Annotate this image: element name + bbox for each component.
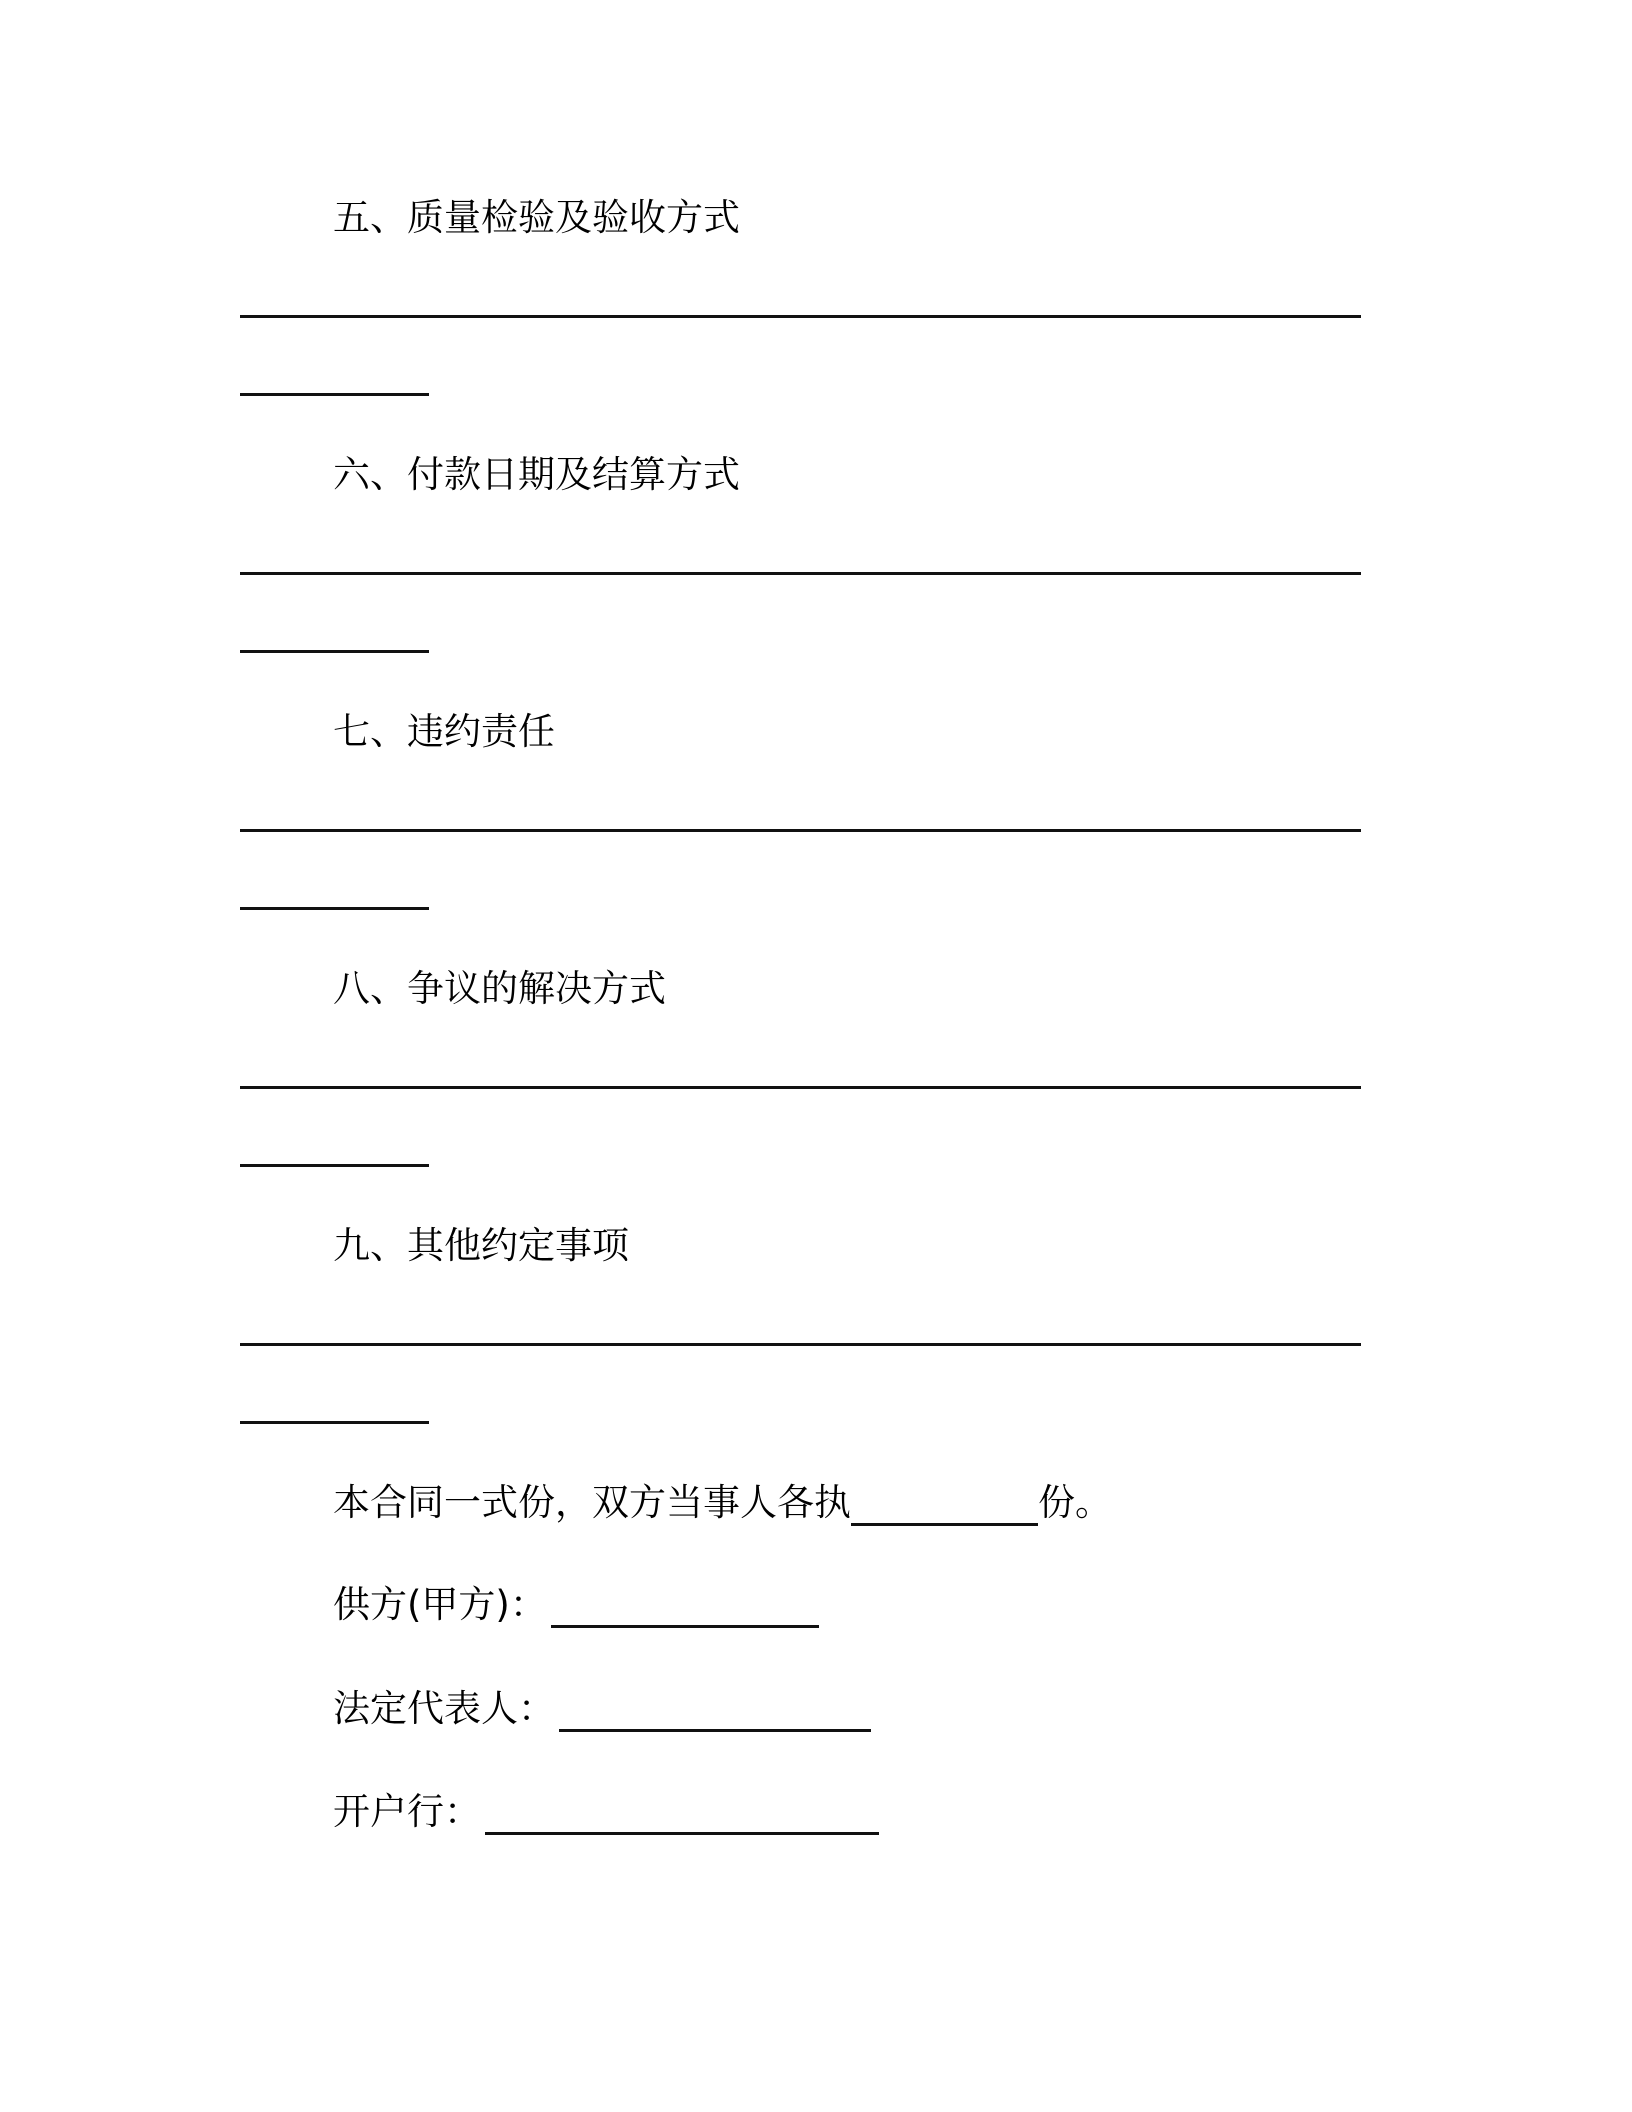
copies-suffix: 份。 — [1038, 1481, 1112, 1524]
section-heading: 九、其他约定事项 — [333, 1224, 629, 1267]
blank-line — [240, 1086, 1361, 1089]
bank-label: 开户行： — [333, 1790, 481, 1833]
legal-rep-label: 法定代表人： — [333, 1687, 555, 1730]
blank-line — [240, 315, 1361, 318]
copies-statement — [333, 1481, 1112, 1524]
copies-prefix: 本合同一式份，双方当事人各执 — [333, 1481, 851, 1524]
blank-line — [240, 393, 429, 396]
blank-line — [240, 1164, 429, 1167]
blank-line — [240, 829, 1361, 832]
blank-line — [240, 1343, 1361, 1346]
bank-field[interactable] — [485, 1795, 879, 1835]
supplier-field[interactable] — [551, 1588, 819, 1628]
blank-line — [240, 907, 429, 910]
legal-rep-row — [333, 1687, 871, 1730]
section-heading: 五、质量检验及验收方式 — [333, 196, 740, 239]
bank-row — [333, 1790, 879, 1833]
supplier-row — [333, 1583, 819, 1626]
copies-count-field[interactable] — [851, 1486, 1038, 1526]
supplier-label: 供方(甲方)： — [333, 1583, 547, 1626]
section-heading: 六、付款日期及结算方式 — [333, 453, 740, 496]
blank-line — [240, 572, 1361, 575]
blank-line — [240, 1421, 429, 1424]
section-heading: 七、违约责任 — [333, 710, 555, 753]
blank-line — [240, 650, 429, 653]
legal-rep-field[interactable] — [559, 1692, 871, 1732]
section-heading: 八、争议的解决方式 — [333, 967, 666, 1010]
